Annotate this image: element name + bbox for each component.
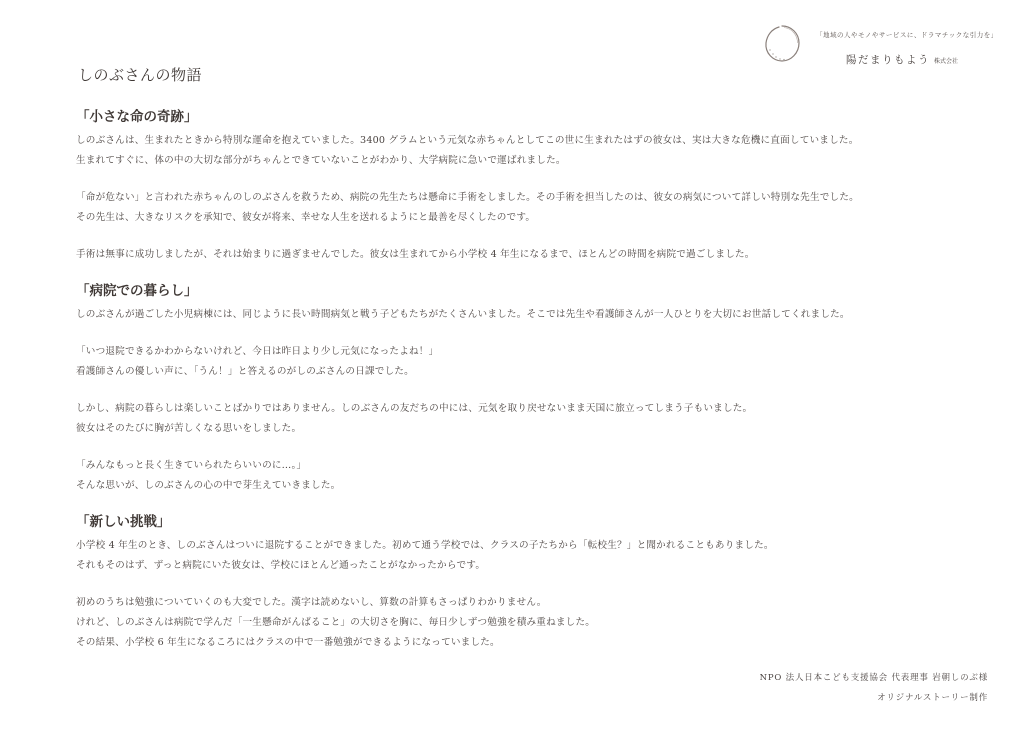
text-line: その先生は、大きなリスクを承知で、彼女が将来、幸せな人生を送れるようにと最善を尽くしたのです。: [76, 212, 536, 223]
text-line: その結果、小学校 6 年生になるころにはクラスの中で一番勉強ができるようになっていました。: [76, 637, 500, 648]
paragraph: [76, 245, 956, 265]
text-line: 「みんなもっと長く生きていられたらいいのに…。」: [76, 460, 307, 471]
text-line: しのぶさんが過ごした小児病棟には、同じように長い時間病気と戦う子どもたちがたくさんいました。そこでは先生や看護師さんが一人ひとりを大切にお世話してくれました。: [76, 309, 850, 320]
company-name-text: 陽だまりもよう: [846, 54, 930, 66]
paragraph: [76, 399, 956, 439]
page-title: しのぶさんの物語: [78, 66, 203, 84]
section-heading: 「新しい挑戦」: [76, 514, 171, 530]
text-line: しかし、病院の暮らしは楽しいことばかりではありません。しのぶさんの友だちの中には、元気を取り戻せないまま天国に旅立ってしまう子もいました。: [76, 403, 753, 414]
text-line: けれど、しのぶさんは病院で学んだ「一生懸命がんばること」の大切さを胸に、毎日少しずつ勉強を積み重ねました。: [76, 617, 596, 628]
section-heading: 「病院での暮らし」: [76, 283, 198, 299]
paragraph: [76, 188, 956, 228]
paragraph: [76, 456, 956, 496]
text-line: それもそのはず、ずっと病院にいた彼女は、学校にほとんど通ったことがなかったからです。: [76, 560, 486, 571]
story-section: [76, 513, 956, 653]
text-line: 生まれてすぐに、体の中の大切な部分がちゃんとできていないことがわかり、大学病院に急いで運ばれました。: [76, 155, 566, 166]
text-line: しのぶさんは、生まれたときから特別な運命を抱えていました。3400 グラムという元気な赤ちゃんとしてこの世に生まれたはずの彼女は、実は大きな危機に直面していました。: [76, 135, 859, 146]
paragraph: [76, 593, 956, 653]
text-line: 小学校 4 年生のとき、しのぶさんはついに退院することができました。初めて通う学校では、クラスの子たちから「転校生？」と聞かれることもありました。: [76, 540, 774, 551]
paragraph: [76, 305, 956, 325]
credit-line: オリジナルストーリー制作: [877, 693, 988, 703]
text-line: 手術は無事に成功しましたが、それは始まりに過ぎませんでした。彼女は生まれてから小学校 4 年生になるまで、ほとんどの時間を病院で過ごしました。: [76, 249, 755, 260]
text-line: 「命が危ない」と言われた赤ちゃんのしのぶさんを救うため、病院の先生たちは懸命に手術をしました。その手術を担当したのは、彼女の病気について詳しい特別な先生でした。: [76, 192, 859, 203]
paragraph: [76, 342, 956, 382]
text-line: 初めのうちは勉強についていくのも大変でした。漢字は読めないし、算数の計算もさっぱりわかりません。: [76, 597, 547, 608]
credit-line: NPO 法人日本こども支援協会 代表理事 岩朝しのぶ様: [759, 673, 988, 683]
text-line: 彼女はそのたびに胸が苦しくなる思いをしました。: [76, 423, 302, 434]
text-line: 「いつ退院できるかわからないけれど、今日は昨日より少し元気になったよね！」: [76, 346, 439, 357]
story-section: [76, 108, 956, 265]
company-logo: [760, 22, 1000, 72]
paragraph: [76, 131, 956, 171]
paragraph: [76, 536, 956, 576]
circle-logo-icon: [760, 22, 804, 66]
story-section: [76, 282, 956, 496]
text-line: 看護師さんの優しい声に、「うん！」と答えるのがしのぶさんの日課でした。: [76, 366, 414, 377]
company-name: [846, 48, 958, 67]
company-suffix: 株式会社: [934, 58, 959, 65]
section-heading: 「小さな命の奇跡」: [76, 109, 198, 125]
story-content: [76, 108, 956, 670]
credit-block: [760, 668, 988, 708]
logo-tagline: 「地域の人やモノやサービスに、ドラマチックな引力を」: [816, 31, 998, 39]
text-line: そんな思いが、しのぶさんの心の中で芽生えていきました。: [76, 480, 341, 491]
